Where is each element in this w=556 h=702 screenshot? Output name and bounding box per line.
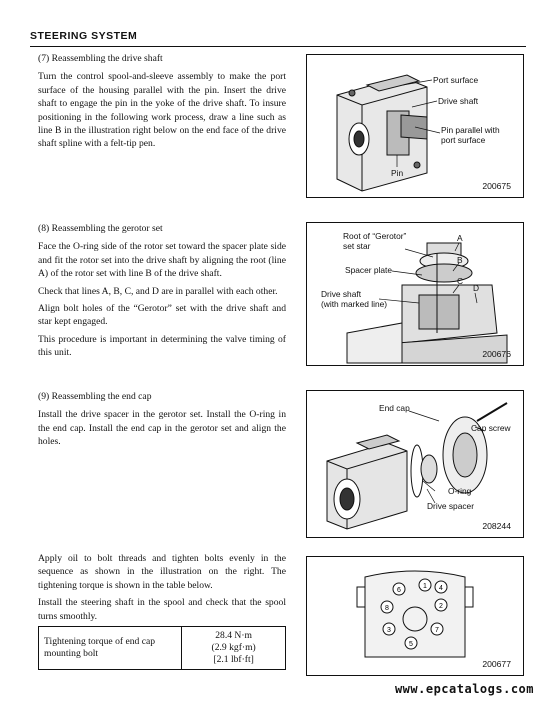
- figure-number: 200676: [482, 349, 511, 359]
- label-root-gerotor: Root of “Gerotor”: [343, 231, 407, 241]
- label-drive-shaft: Drive shaft: [438, 96, 479, 106]
- torque-value-line: [2.1 lbf·ft]: [213, 654, 254, 665]
- bolt-number: 7: [435, 627, 439, 634]
- paragraph: Install the drive spacer in the gerotor set. Install the O-ring in the end cap. Install the end cap in the gerotor set and align the holes.: [38, 409, 286, 448]
- bolt-number: 5: [409, 641, 413, 648]
- section-tightening: [38, 552, 286, 627]
- section-heading: (7) Reassembling the drive shaft: [38, 53, 163, 64]
- figure-end-cap: [306, 390, 524, 538]
- label-port-surface: Port surface: [433, 75, 479, 85]
- paragraph: Install the steering shaft in the spool and check that the spool turns smoothly.: [38, 597, 286, 622]
- label-d: D: [473, 283, 480, 293]
- figure-number: 200677: [482, 659, 511, 669]
- label-drive-spacer: Drive spacer: [427, 501, 475, 511]
- paragraph: Face the O-ring side of the rotor set toward the spacer plate side and fit the rotor set into the drive shaft by aligning the root (line A) of the rotor set with line B of the drive shaft.: [38, 241, 286, 280]
- paragraph: Align bolt holes of the “Gerotor” set with the drive shaft and star kept engaged.: [38, 303, 286, 328]
- section-end-cap: [38, 390, 286, 453]
- figure-number: 208244: [482, 521, 511, 531]
- figure-drive-shaft: [306, 54, 524, 198]
- label-a: A: [457, 233, 463, 243]
- figure-bolt-sequence: [306, 556, 524, 676]
- bolt-number: 8: [385, 605, 389, 612]
- figure-gerotor-set: [306, 222, 524, 366]
- torque-table: [38, 626, 286, 670]
- bolt-number: 2: [439, 603, 443, 610]
- torque-value: [182, 627, 286, 670]
- section-gerotor-set: [38, 222, 286, 364]
- torque-value-line: 28.4 N·m: [215, 630, 253, 641]
- label-pin: Pin: [391, 168, 404, 178]
- section-heading: (9) Reassembling the end cap: [38, 391, 152, 402]
- label-end-cap: End cap: [379, 403, 410, 413]
- paragraph: Check that lines A, B, C, and D are in parallel with each other.: [38, 285, 278, 297]
- bolt-number: 1: [423, 583, 427, 590]
- paragraph: This procedure is important in determining the valve timing of this unit.: [38, 333, 286, 359]
- label-with-marked-line: (with marked line): [321, 299, 388, 309]
- bolt-sequence-illustration: [307, 557, 523, 675]
- paragraph: Turn the control spool-and-sleeve assembly to make the port surface of the housing parallel with the pin. Insert the drive shaft to engage the pin in the yoke of the drive shaft. To insure positioning in the following work process, draw a line such as line B in the illustration right below on the end face of the drive shaft spline with a felt-tip pen.: [38, 71, 286, 150]
- section-drive-shaft: [38, 52, 286, 155]
- label-c: C: [457, 276, 464, 286]
- label-drive-shaft: Drive shaft: [321, 289, 362, 299]
- label-set-star: set star: [343, 241, 371, 251]
- footer-watermark: www.epcatalogs.com: [394, 682, 534, 696]
- label-port-surface-2: port surface: [441, 135, 486, 145]
- label-cap-screw: Cap screw: [471, 423, 511, 433]
- page-title: STEERING SYSTEM: [30, 30, 138, 42]
- label-o-ring: O-ring: [448, 486, 472, 496]
- bolt-number: 4: [439, 585, 443, 592]
- drive-shaft-illustration: [307, 55, 523, 197]
- bolt-number: 6: [397, 587, 401, 594]
- label-spacer-plate: Spacer plate: [345, 265, 393, 275]
- table-row: [39, 627, 286, 670]
- figure-number: 200675: [482, 181, 511, 191]
- torque-value-line: (2.9 kgf·m): [211, 642, 256, 653]
- end-cap-illustration: [307, 391, 523, 537]
- bolt-number: 3: [387, 627, 391, 634]
- label-pin-parallel: Pin parallel with: [441, 125, 500, 135]
- section-heading: (8) Reassembling the gerotor set: [38, 223, 163, 234]
- paragraph: Apply oil to bolt threads and tighten bolts evenly in the sequence as shown in the illustration on the right. The tightening torque is shown in the table below.: [38, 553, 286, 591]
- page-header: [30, 30, 526, 47]
- label-b: B: [457, 255, 463, 265]
- gerotor-set-illustration: [307, 223, 523, 365]
- torque-label: Tightening torque of end cap mounting bolt: [39, 627, 182, 670]
